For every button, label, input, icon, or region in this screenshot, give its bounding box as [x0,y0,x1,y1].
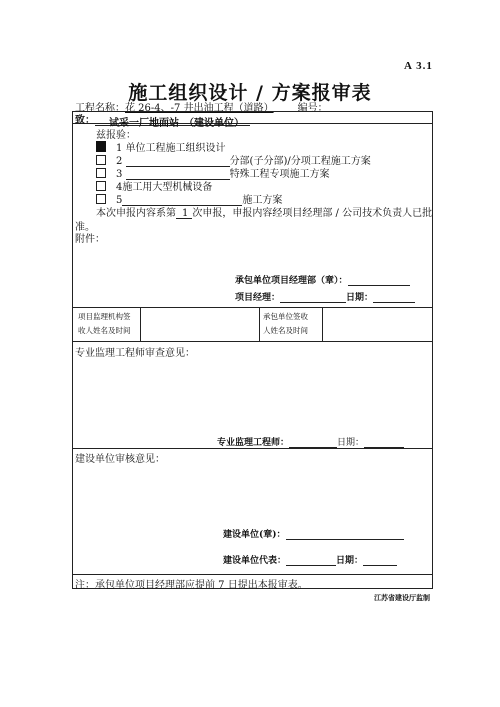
checkbox[interactable] [96,155,106,165]
form-id: A 3.1 [404,60,433,72]
contractor-seal-field[interactable] [348,275,410,286]
receipt-divider-2 [259,307,260,341]
engineer-review-area[interactable] [75,358,429,428]
owner-seal-field[interactable] [286,529,404,540]
engineer-review-heading: 专业监理工程师审查意见： [75,348,195,359]
project-number-label: 编号： [297,103,328,114]
engineer-date-field[interactable] [364,437,404,448]
addressee-recipient: 试采一厂地面站 （建设单位） [95,114,250,126]
check-item-2[interactable]: 2 分部(子分部)/分项工程施工方案 [96,152,371,167]
project-manager-field[interactable] [280,292,346,303]
addressee-prefix: 致： [75,115,95,126]
supervisor-receipt-label: 项目监理机构签 收人姓名及时间 [78,312,131,335]
checkbox-checked[interactable] [96,141,106,152]
contractor-date-field[interactable] [373,292,415,303]
supervisor-receipt-field[interactable] [141,308,258,340]
contractor-receipt-field[interactable] [323,308,432,340]
owner-rep-field[interactable] [286,555,336,566]
declaration-end: 准。 [75,222,95,233]
declaration-count[interactable]: 1 [176,208,192,219]
checkbox[interactable] [96,168,106,178]
project-label: 工程名称： [75,103,125,114]
engineer-sign-line: 专业监理工程师： 日期： [217,435,404,448]
page-title: 施工组织设计 / 方案报审表 [128,82,372,104]
rule-owner [72,574,433,575]
check-item-3[interactable]: 3 特殊工程专项施工方案 [96,165,330,180]
owner-date-field[interactable] [363,555,397,566]
owner-review-heading: 建设单位审核意见： [75,454,165,465]
check-item-4[interactable]: 4施工用大型机械设备 [96,178,212,193]
owner-seal-line: 建设单位(章)： [223,527,404,540]
owner-rep-line: 建设单位代表： 日期： [223,553,397,566]
addressee [75,111,250,129]
issuer-mark: 江苏省建设厅监制 [374,594,430,602]
project-name: 花 26-4、-7 井出油工程（道路） [125,103,274,114]
contractor-seal: 承包单位项目经理部（章）： [235,273,410,286]
check-item-5[interactable]: 5 施工方案 [96,191,282,206]
checkbox[interactable] [96,181,106,191]
engineer-sign-field[interactable] [289,437,337,448]
declaration: 本次申报内容系第 1 次申报，申报内容经项目经理部 / 公司技术负责人已批 [96,208,433,219]
check-item-1[interactable]: 1 单位工程施工组织设计 [96,139,226,154]
project-manager-line: 项目经理： 日期： [235,290,415,303]
submit-intro: 兹报验： [96,130,136,141]
checkbox[interactable] [96,194,106,204]
attachment-label: 附件： [75,234,105,245]
rule-receipt [72,341,433,342]
rule-engineer [72,448,433,449]
owner-review-area[interactable] [75,464,429,519]
footnote: 注：承包单位项目经理部应提前 7 日提出本报审表。 [75,580,308,591]
contractor-receipt-label: 承包单位签收 人姓名及时间 [263,312,308,335]
